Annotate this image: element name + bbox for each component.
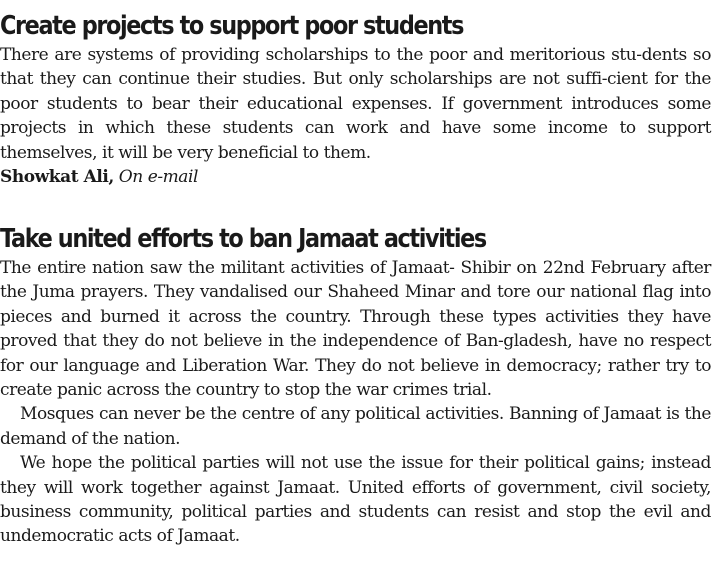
signature-name: Showkat Ali, [0, 167, 114, 188]
letter-poor-students [0, 9, 711, 189]
signature [0, 165, 711, 189]
letter-paragraph: There are systems of providing scholarships to the poor and meritorious stu-dents so that they can continue their studies. But only scholarships are not suffi-cient for the poor students to bear their educational expenses. If government introduces some projects in which these students can work and have some income to support themselves, it will be very beneficial to them. [0, 45, 711, 163]
letter-paragraph: We hope the political parties will not use the issue for their political gains; instead they will work together against Jamaat. United efforts of government, civil society, business community, political parties and students can resist and stop the evil and undemocratic acts of Jamaat. [0, 453, 711, 547]
letter-paragraph: The entire nation saw the militant activities of Jamaat- Shibir on 22nd February after the Juma prayers. They vandalised our Shaheed Minar and tore our national flag into pieces and burned it across the country. Through these types activities they have proved that they do not believe in the independence of Ban-gladesh, have no respect for our language and Liberation War. They do not believe in democracy; rather try to create panic across the country to stop the war crimes trial. [0, 258, 711, 401]
signature-via: On e-mail [118, 167, 198, 188]
letter-ban-jamaat [0, 222, 711, 549]
headline: Take united efforts to ban Jamaat activities [0, 224, 486, 254]
headline: Create projects to support poor students [0, 11, 464, 41]
letter-paragraph: Mosques can never be the centre of any political activities. Banning of Jamaat is the demand of the nation. [0, 404, 711, 449]
